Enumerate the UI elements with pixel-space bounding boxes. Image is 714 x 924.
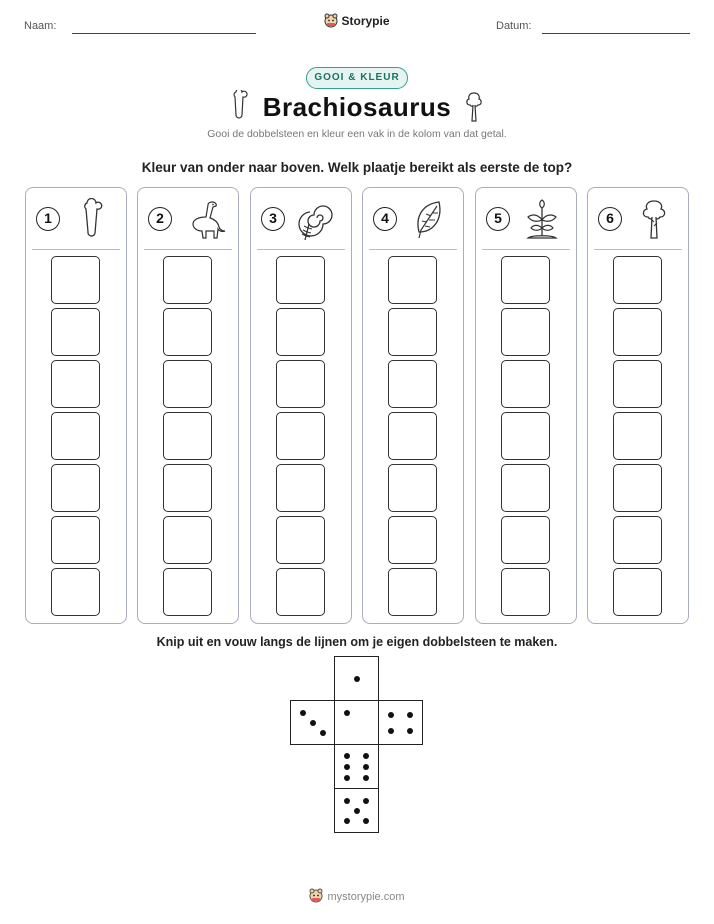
tree-icon [462, 90, 486, 124]
activity-badge: GOOI & KLEUR [306, 67, 408, 89]
column-6 [587, 187, 689, 624]
column-header [138, 188, 238, 250]
column-header [476, 188, 576, 250]
color-cell[interactable] [163, 360, 212, 408]
color-cell[interactable] [51, 412, 100, 460]
color-cell[interactable] [501, 568, 550, 616]
number-badge: 4 [373, 207, 397, 231]
color-cell[interactable] [501, 360, 550, 408]
color-cell[interactable] [51, 568, 100, 616]
die-pip [407, 728, 413, 734]
column-divider [32, 249, 120, 250]
color-cell[interactable] [163, 516, 212, 564]
die-pip [344, 775, 350, 781]
number-badge: 1 [36, 207, 60, 231]
column-3 [250, 187, 352, 624]
die-pip [388, 728, 394, 734]
color-cell[interactable] [51, 516, 100, 564]
color-cell[interactable] [276, 568, 325, 616]
color-cell[interactable] [388, 516, 437, 564]
color-cell[interactable] [501, 464, 550, 512]
die-pip [363, 798, 369, 804]
die-pip [363, 775, 369, 781]
number-badge: 6 [598, 207, 622, 231]
column-divider [369, 249, 457, 250]
color-cell[interactable] [388, 412, 437, 460]
footer-url[interactable]: mystorypie.com [327, 890, 405, 903]
die-pip [300, 710, 306, 716]
bone-icon [70, 198, 114, 242]
date-line[interactable] [542, 33, 690, 34]
color-cell[interactable] [163, 412, 212, 460]
die-pip [344, 710, 350, 716]
column-header [251, 188, 351, 250]
column-header [588, 188, 688, 250]
die-pip [407, 712, 413, 718]
color-cell[interactable] [163, 568, 212, 616]
name-label: Naam: [24, 20, 57, 32]
brand-logo [0, 13, 714, 31]
column-divider [594, 249, 682, 250]
tree-icon [632, 198, 676, 242]
die-pip [388, 712, 394, 718]
color-cell[interactable] [613, 360, 662, 408]
color-cell[interactable] [613, 308, 662, 356]
dinosaur-icon [182, 198, 226, 242]
die-pip [344, 764, 350, 770]
color-cell[interactable] [388, 360, 437, 408]
die-face-bottom [334, 744, 379, 789]
column-header [26, 188, 126, 250]
die-face-back [334, 788, 379, 833]
die-pip [363, 818, 369, 824]
die-pip [310, 720, 316, 726]
color-cell[interactable] [51, 256, 100, 304]
color-cell[interactable] [501, 412, 550, 460]
number-badge: 2 [148, 207, 172, 231]
storypie-logo-icon [324, 13, 338, 31]
color-cell[interactable] [388, 464, 437, 512]
page-title: Brachiosaurus [262, 92, 452, 122]
color-cell[interactable] [613, 412, 662, 460]
color-cell[interactable] [276, 308, 325, 356]
color-cell[interactable] [501, 308, 550, 356]
plant-icon [520, 198, 564, 242]
color-cell[interactable] [388, 256, 437, 304]
color-cell[interactable] [163, 256, 212, 304]
color-cell[interactable] [388, 568, 437, 616]
die-pip [363, 764, 369, 770]
column-divider [257, 249, 345, 250]
question-heading: Kleur van onder naar boven. Welk plaatje bereikt als eerste de top? [141, 160, 573, 175]
color-cell[interactable] [613, 256, 662, 304]
color-cell[interactable] [276, 412, 325, 460]
color-cell[interactable] [276, 464, 325, 512]
die-pip [344, 798, 350, 804]
number-badge: 5 [486, 207, 510, 231]
die-face-center [334, 700, 379, 745]
color-cell[interactable] [613, 568, 662, 616]
brand-name: Storypie [341, 14, 390, 29]
color-cell[interactable] [613, 516, 662, 564]
column-5 [475, 187, 577, 624]
number-badge: 3 [261, 207, 285, 231]
column-1 [25, 187, 127, 624]
die-pip [344, 818, 350, 824]
footer [0, 888, 714, 906]
color-cell[interactable] [501, 516, 550, 564]
column-header [363, 188, 463, 250]
die-instruction: Knip uit en vouw langs de lijnen om je eigen dobbelsteen te maken. [156, 635, 558, 649]
color-cell[interactable] [501, 256, 550, 304]
leaf-icon [407, 198, 451, 242]
die-face-right [378, 700, 423, 745]
color-cell[interactable] [276, 516, 325, 564]
color-cell[interactable] [163, 308, 212, 356]
die-face-top [334, 656, 379, 701]
storypie-logo-icon [309, 888, 323, 906]
color-cell[interactable] [51, 464, 100, 512]
die-pip [354, 676, 360, 682]
color-cell[interactable] [276, 256, 325, 304]
color-cell[interactable] [388, 308, 437, 356]
die-pip [344, 753, 350, 759]
color-cell[interactable] [51, 308, 100, 356]
column-divider [144, 249, 232, 250]
name-line[interactable] [72, 33, 256, 34]
color-cell[interactable] [276, 360, 325, 408]
die-pip [320, 730, 326, 736]
color-cell[interactable] [613, 464, 662, 512]
column-divider [482, 249, 570, 250]
color-cell[interactable] [51, 360, 100, 408]
die-face-left [290, 700, 335, 745]
date-label: Datum: [496, 20, 532, 32]
fern-icon [295, 198, 339, 242]
die-pip [363, 753, 369, 759]
color-cell[interactable] [163, 464, 212, 512]
column-2 [137, 187, 239, 624]
die-pip [354, 808, 360, 814]
column-4 [362, 187, 464, 624]
instructions-subtitle: Gooi de dobbelsteen en kleur een vak in de kolom van dat getal. [207, 128, 507, 140]
